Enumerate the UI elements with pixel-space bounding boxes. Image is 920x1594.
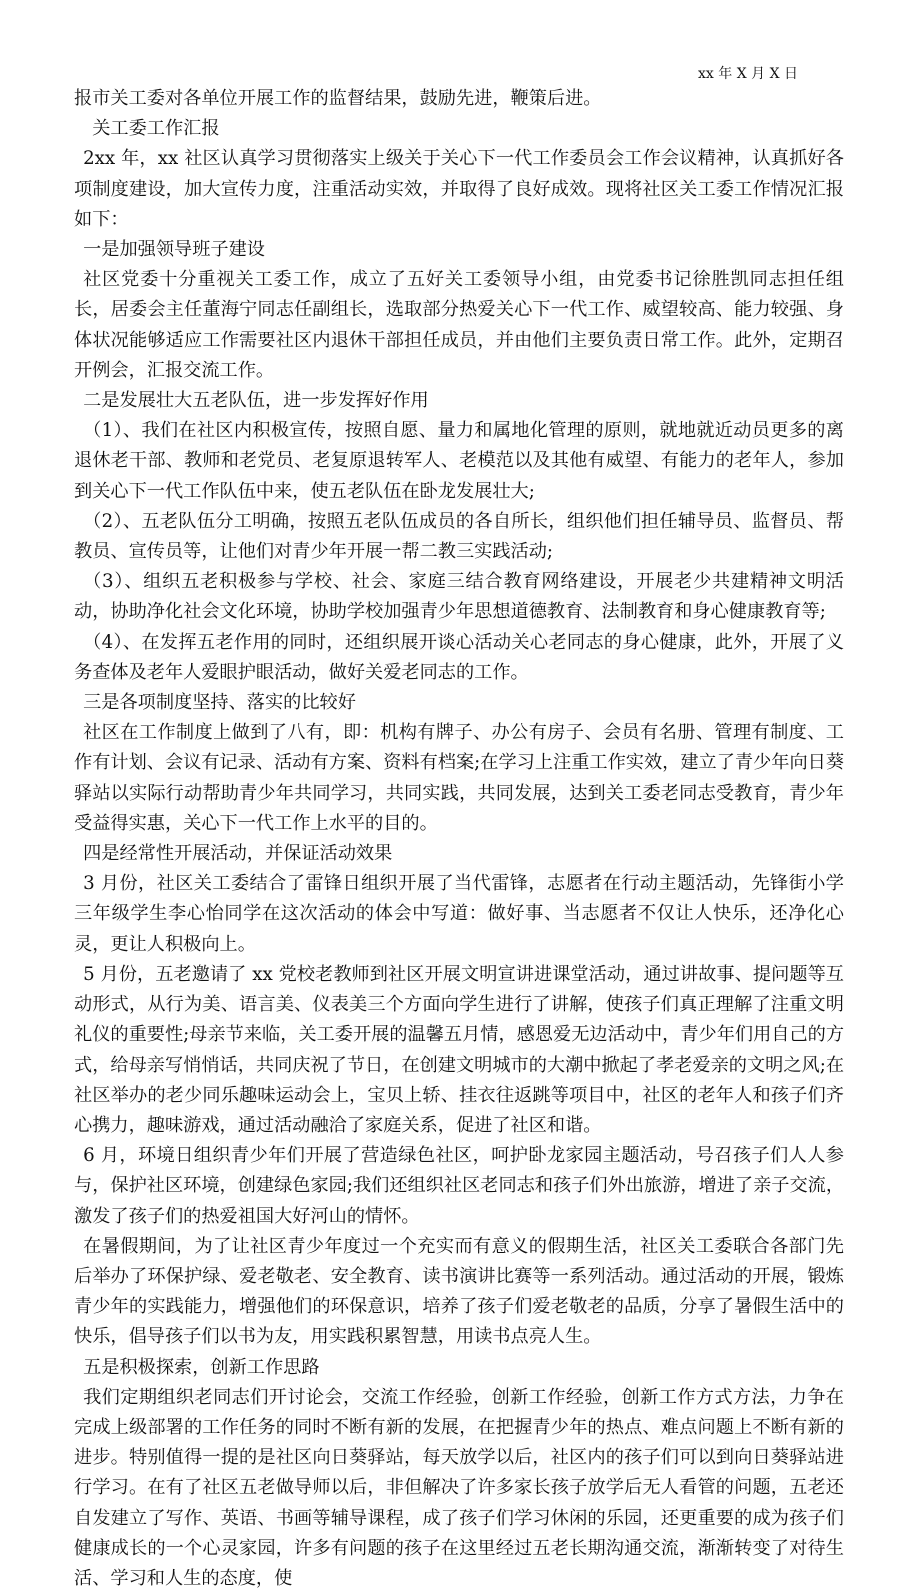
heading-innovation: 五是积极探索，创新工作思路 (83, 1356, 320, 1378)
section-title: 关工委工作汇报 (92, 118, 220, 140)
heading-leadership: 一是加强领导班子建设 (83, 239, 265, 261)
intro-paragraph: 2xx 年，xx 社区认真学习贯彻落实上级关于关心下一代工作委员会工作会议精神，认真抓好各项制度建设，加大宣传力度，注重活动实效，并取得了良好成效。现将社区关工委工作情况汇报如下： (74, 148, 844, 230)
heading-activities: 四是经常性开展活动，并保证活动效果 (83, 843, 393, 865)
paragraph-june: 6 月，环境日组织青少年们开展了营造绿色社区，呵护卧龙家园主题活动，号召孩子们人人参与，保护社区环境，创建绿色家园;我们还组织社区老同志和孩子们外出旅游，增进了亲子交流，激发了孩子们的热爱祖国大好河山的情怀。 (74, 1145, 845, 1227)
list-item-3: （3）、组织五老积极参与学校、社会、家庭三结合教育网络建设，开展老少共建精神文明活动，协助净化社会文化环境，协助学校加强青少年思想道德教育、法制教育和身心健康教育等; (74, 571, 844, 623)
list-item-2: （2）、五老队伍分工明确，按照五老队伍成员的各自所长，组织他们担任辅导员、监督员、帮教员、宣传员等，让他们对青少年开展一帮二教三实践活动; (74, 510, 844, 563)
paragraph-systems: 社区在工作制度上做到了八有，即：机构有牌子、办公有房子、会员有名册、管理有制度、工作有计划、会议有记录、活动有方案、资料有档案;在学习上注重工作实效，建立了青少年向日葵驿站以实际行动帮助青少年共同学习，共同实践，共同发展，达到关工委老同志受教育，青少年受益得实惠，关心下一代工作上水平的目的。 (74, 722, 845, 834)
document-body (74, 84, 844, 1594)
heading-systems: 三是各项制度坚持、落实的比较好 (83, 692, 356, 714)
list-item-4: （4）、在发挥五老作用的同时，还组织展开谈心活动关心老同志的身心健康，此外，开展了义务查体及老年人爱眼护眼活动，做好关爱老同志的工作。 (74, 631, 844, 683)
document-date: xx 年 X 月 X 日 (698, 66, 798, 82)
paragraph-summer: 在暑假期间，为了让社区青少年度过一个充实而有意义的假期生活，社区关工委联合各部门先后举办了环保护绿、爱老敬老、安全教育、读书演讲比赛等一系列活动。通过活动的开展，锻炼青少年的实践能力，增强他们的环保意识，培养了孩子们爱老敬老的品质，分享了暑假生活中的快乐，倡导孩子们以书为友，用实践积累智慧，用读书点亮人生。 (74, 1235, 844, 1348)
paragraph-march: 3 月份，社区关工委结合了雷锋日组织开展了当代雷锋，志愿者在行动主题活动，先锋街小学三年级学生李心怡同学在这次活动的体会中写道：做好事、当志愿者不仅让人快乐，还净化心灵，更让人积极向上。 (74, 873, 844, 955)
heading-wulao-team: 二是发展壮大五老队伍，进一步发挥好作用 (83, 390, 429, 412)
paragraph-may: 5 月份，五老邀请了 xx 党校老教师到社区开展文明宣讲进课堂活动，通过讲故事、提问题等互动形式，从行为美、语言美、仪表美三个方面向学生进行了讲解，使孩子们真正理解了注重文明礼仪的重要性;母亲节来临，关工委开展的温馨五月情，感恩爱无边活动中，青少年们用自己的方式，给母亲写悄悄话，共同庆祝了节日，在创建文明城市的大潮中掀起了孝老爱亲的文明之风;在社区举办的老少同乐趣味运动会上，宝贝上轿、挂衣往返跳等项目中，社区的老年人和孩子们齐心携力，趣味游戏，通过活动融洽了家庭关系，促进了社区和谐。 (74, 963, 845, 1136)
paragraph-leadership: 社区党委十分重视关工委工作，成立了五好关工委领导小组，由党委书记徐胜凯同志担任组长，居委会主任董海宁同志任副组长，选取部分热爱关心下一代工作、威望较高、能力较强、身体状况能够适应工作需要社区内退休干部担任成员，并由他们主要负责日常工作。此外，定期召开例会，汇报交流工作。 (74, 269, 844, 381)
paragraph-continuation: 报市关工委对各单位开展工作的监督结果，鼓励先进，鞭策后进。 (74, 88, 602, 109)
list-item-1: （1）、我们在社区内积极宣传，按照自愿、量力和属地化管理的原则，就地就近动员更多的离退休老干部、教师和老党员、老复原退转军人、老模范以及其他有威望、有能力的老年人，参加到关心下一代工作队伍中来，使五老队伍在卧龙发展壮大; (74, 420, 844, 502)
paragraph-innovation: 我们定期组织老同志们开讨论会，交流工作经验，创新工作经验，创新工作方式方法，力争在完成上级部署的工作任务的同时不断有新的发展，在把握青少年的热点、难点问题上不断有新的进步。特别值得一提的是社区向日葵驿站，每天放学以后，社区内的孩子们可以到向日葵驿站进行学习。在有了社区五老做导师以后，非但解决了许多家长孩子放学后无人看管的问题，五老还自发建立了写作、英语、书画等辅导课程，成了孩子们学习休闲的乐园，还更重要的成为孩子们健康成长的一个心灵家园，许多有问题的孩子在这里经过五老长期沟通交流，渐渐转变了对待生活、学习和人生的态度，使 (74, 1386, 844, 1589)
